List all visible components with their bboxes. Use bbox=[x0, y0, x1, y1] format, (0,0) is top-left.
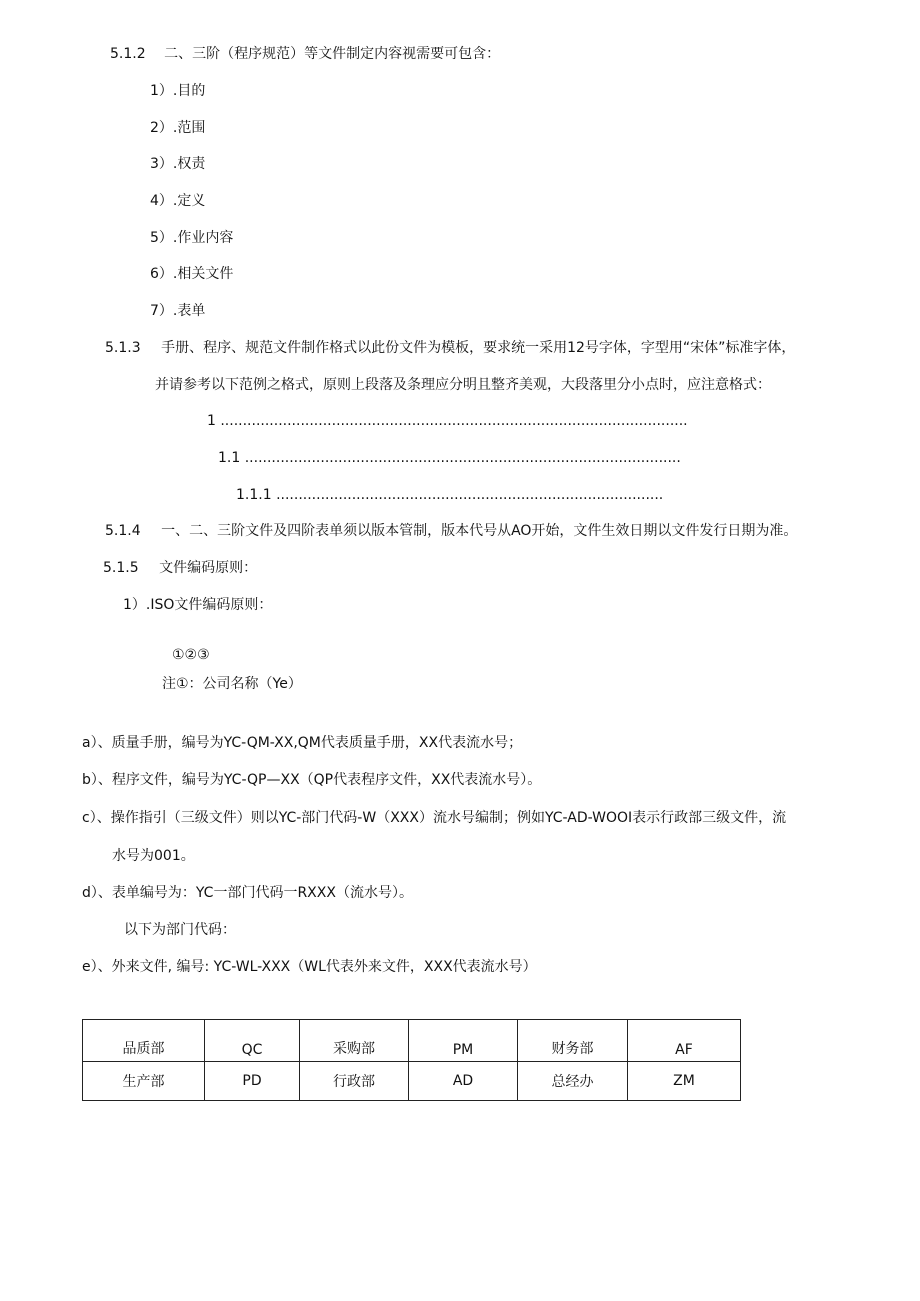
section-text-continued: 并请参考以下范例之格式，原则上段落及条理应分明且整齐美观，大段落里分小点时，应注意格式： bbox=[155, 377, 771, 393]
section-5-1-5 bbox=[103, 558, 257, 578]
table-row bbox=[83, 1020, 741, 1062]
rule-e: e）、外来文件, 编号: YC-WL-XXX（WL代表外来文件，XXX代表流水号） bbox=[82, 959, 537, 975]
table-cell: 生产部 bbox=[83, 1062, 205, 1101]
section-text: 手册、程序、规范文件制作格式以此份文件为模板，要求统一采用12号字体，字型用“宋体”标准字体， bbox=[161, 340, 796, 356]
table-cell: AD bbox=[409, 1062, 518, 1101]
list-item: 4）.定义 bbox=[150, 193, 206, 209]
rule-d: d）、表单编号为：YC一部门代码一RXXX（流水号）。 bbox=[82, 885, 413, 901]
circle-markers: ①②③ bbox=[172, 647, 210, 663]
table-cell: 品质部 bbox=[83, 1020, 205, 1062]
table-cell: 总经办 bbox=[518, 1062, 628, 1101]
format-example-level-1: 1 ......................................................................................................... bbox=[207, 413, 688, 429]
section-number: 5.1.4 bbox=[105, 523, 141, 539]
table-cell: PM bbox=[409, 1020, 518, 1062]
table-cell: QC bbox=[205, 1020, 300, 1062]
rule-c-continued: 水号为001。 bbox=[112, 848, 195, 864]
note-company-name: 注①：公司名称（Ye） bbox=[162, 676, 302, 692]
table-cell: 财务部 bbox=[518, 1020, 628, 1062]
section-text: 一、二、三阶文件及四阶表单须以版本管制，版本代号从AO开始，文件生效日期以文件发行日期为准。 bbox=[161, 523, 798, 539]
list-item: 3）.权责 bbox=[150, 156, 206, 172]
list-item: 2）.范围 bbox=[150, 120, 206, 136]
format-example-level-3: 1.1.1 ....................................................................................... bbox=[236, 487, 664, 503]
section-text: 文件编码原则： bbox=[159, 560, 258, 576]
list-item: 7）.表单 bbox=[150, 303, 206, 319]
section-number: 5.1.2 bbox=[110, 46, 146, 62]
list-item: 1）.目的 bbox=[150, 83, 206, 99]
table-row bbox=[83, 1062, 741, 1101]
table-cell: PD bbox=[205, 1062, 300, 1101]
table-cell: AF bbox=[628, 1020, 741, 1062]
table-cell: ZM bbox=[628, 1062, 741, 1101]
section-number: 5.1.5 bbox=[103, 560, 139, 576]
rule-b: b）、程序文件，编号为YC-QP—XX（QP代表程序文件，XX代表流水号）。 bbox=[82, 772, 542, 788]
dept-code-table bbox=[82, 1019, 741, 1101]
section-5-1-2 bbox=[110, 44, 500, 64]
iso-heading: 1）.ISO文件编码原则： bbox=[123, 597, 273, 613]
list-item: 5）.作业内容 bbox=[150, 230, 234, 246]
section-text: 二、三阶（程序规范）等文件制定内容视需要可包含： bbox=[164, 46, 501, 62]
table-cell: 行政部 bbox=[300, 1062, 409, 1101]
dept-code-intro: 以下为部门代码： bbox=[124, 922, 236, 938]
table-cell: 采购部 bbox=[300, 1020, 409, 1062]
list-item: 6）.相关文件 bbox=[150, 266, 234, 282]
format-example-level-2: 1.1 .................................................................................................. bbox=[218, 450, 681, 466]
section-number: 5.1.3 bbox=[105, 340, 141, 356]
rule-c: c）、操作指引（三级文件）则以YC-部门代码-W（XXX）流水号编制；例如YC-AD-WOOI表示行政部三级文件，流 bbox=[82, 810, 787, 826]
rule-a: a）、质量手册，编号为YC-QM-XX,QM代表质量手册，XX代表流水号； bbox=[82, 735, 523, 751]
section-5-1-3 bbox=[105, 338, 795, 358]
section-5-1-4 bbox=[105, 521, 797, 541]
